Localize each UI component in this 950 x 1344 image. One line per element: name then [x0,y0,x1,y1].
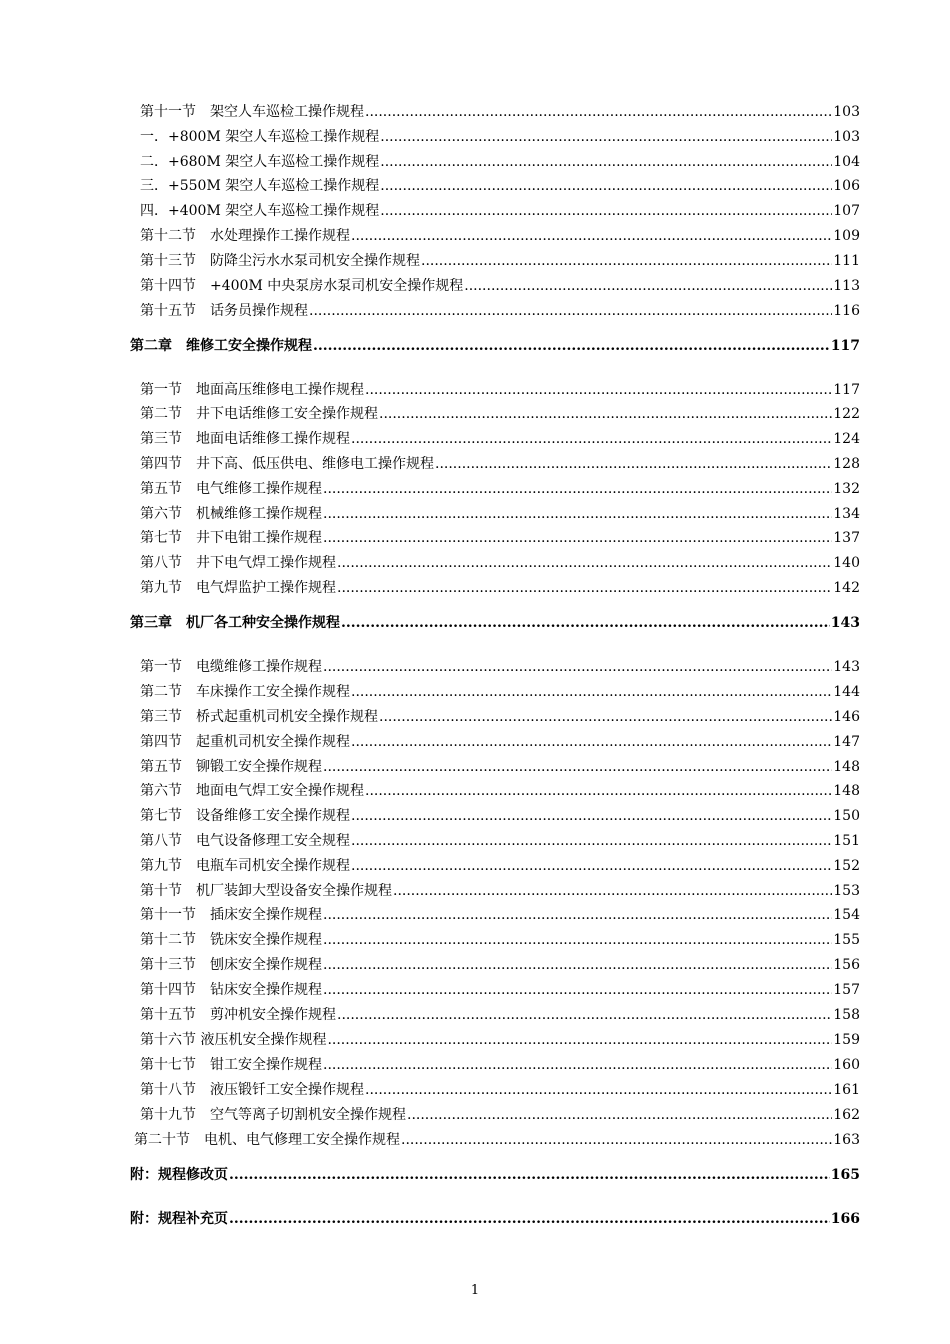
toc-entry-page: 143 [833,659,860,675]
toc-entry[interactable] [140,832,860,850]
toc-chapter-page: 143 [830,615,860,631]
toc-entry-page: 107 [833,203,860,219]
toc-leader [337,1006,832,1024]
toc-entry-label: 第二十节 电机、电气修理工安全操作规程 [134,1132,400,1148]
toc-entry-page: 151 [833,833,860,849]
toc-leader [351,683,832,701]
toc-leader [309,302,832,320]
toc-entry[interactable] [140,381,860,399]
toc-entry[interactable] [140,1106,860,1124]
toc-leader [464,277,832,295]
toc-entry-page: 148 [833,783,860,799]
toc-leader [323,529,832,547]
toc-entry-label: 第十一节 架空人车巡检工操作规程 [140,104,364,120]
toc-entry[interactable] [140,505,860,523]
toc-entry-label: 第五节 铆锻工安全操作规程 [140,759,322,775]
toc-entry-label: 第六节 地面电气焊工安全操作规程 [140,783,364,799]
toc-leader [393,882,832,900]
toc-leader [323,658,832,676]
toc-entry-label: 第十五节 话务员操作规程 [140,303,308,319]
toc-leader [435,455,832,473]
toc-entry-page: 161 [833,1082,860,1098]
toc-leader [313,337,830,355]
toc-entry-page: 134 [833,506,860,522]
toc-chapter[interactable] [130,337,860,355]
toc-entry-label: 一．+800M 架空人车巡检工操作规程 [140,129,380,145]
toc-entry[interactable] [140,708,860,726]
toc-entry[interactable] [140,177,860,195]
toc-chapter-label: 第三章 机厂各工种安全操作规程 [130,615,340,631]
toc-leader [380,177,832,195]
toc-leader [351,430,832,448]
toc-entry-label: 第十一节 插床安全操作规程 [140,907,322,923]
toc-leader [323,931,832,949]
toc-entry[interactable] [140,882,860,900]
toc-entry-page: 163 [833,1132,860,1148]
toc-entry-page: 113 [833,278,860,294]
toc-entry-label: 第一节 地面高压维修电工操作规程 [140,382,364,398]
toc-leader [379,405,832,423]
toc-entry[interactable] [140,103,860,121]
toc-leader [323,981,832,999]
toc-chapter[interactable] [130,614,860,632]
toc-leader [337,554,832,572]
toc-entry-label: 第六节 机械维修工操作规程 [140,506,322,522]
toc-appendix[interactable] [130,1210,860,1228]
toc-leader [365,103,832,121]
toc-entry-page: 122 [833,406,860,422]
toc-leader [351,227,832,245]
toc-leader [337,579,832,597]
toc-entry[interactable] [134,1131,860,1149]
toc-entry[interactable] [140,1056,860,1074]
toc-entry-label: 第七节 设备维修工安全操作规程 [140,808,350,824]
toc-entry-page: 146 [833,709,860,725]
toc-entry-page: 128 [833,456,860,472]
toc-entry-page: 103 [833,104,860,120]
toc-appendix-label: 附：规程修改页 [130,1167,228,1183]
toc-leader [365,381,832,399]
toc-entry[interactable] [140,202,860,220]
toc-leader [380,153,832,171]
toc-leader [421,252,832,270]
toc-leader [323,758,832,776]
toc-entry-page: 124 [833,431,860,447]
toc-entry[interactable] [140,455,860,473]
toc-entry[interactable] [140,1006,860,1024]
toc-entry-label: 第十四节 +400M 中央泵房水泵司机安全操作规程 [140,278,464,294]
toc-leader [380,202,832,220]
toc-entry[interactable] [140,758,860,776]
toc-entry-label: 第三节 桥式起重机司机安全操作规程 [140,709,378,725]
toc-leader [365,782,832,800]
toc-entry[interactable] [140,529,860,547]
toc-entry[interactable] [140,302,860,320]
toc-leader [351,832,832,850]
toc-leader [351,807,832,825]
toc-entry-label: 第八节 电气设备修理工安全规程 [140,833,350,849]
toc-entry-page: 132 [833,481,860,497]
toc-entry-page: 157 [833,982,860,998]
toc-leader [323,906,832,924]
toc-entry-label: 第十八节 液压锻钎工安全操作规程 [140,1082,364,1098]
toc-chapter-label: 第二章 维修工安全操作规程 [130,338,312,354]
toc-entry[interactable] [140,128,860,146]
page-number: 1 [470,1283,480,1298]
toc-entry[interactable] [140,733,860,751]
toc-entry-label: 第四节 井下高、低压供电、维修电工操作规程 [140,456,434,472]
toc-chapter-page: 117 [830,338,860,354]
toc-entry[interactable] [140,252,860,270]
toc-entry-page: 152 [833,858,860,874]
toc-entry[interactable] [140,931,860,949]
toc-entry-label: 第十六节 液压机安全操作规程 [140,1032,327,1048]
toc-entry-page: 148 [833,759,860,775]
toc-entry[interactable] [140,857,860,875]
toc-entry-page: 159 [833,1032,860,1048]
toc-entry-label: 第五节 电气维修工操作规程 [140,481,322,497]
toc-leader [379,708,832,726]
toc-appendix-page: 165 [830,1167,860,1183]
toc-leader [323,505,832,523]
toc-entry-label: 第一节 电缆维修工操作规程 [140,659,322,675]
toc-entry-page: 156 [833,957,860,973]
toc-entry-label: 第九节 电气焊监护工操作规程 [140,580,336,596]
toc-entry-label: 四．+400M 架空人车巡检工操作规程 [140,203,380,219]
toc-leader [380,128,832,146]
toc-entry-page: 154 [833,907,860,923]
toc-entry[interactable] [140,430,860,448]
toc-entry-page: 150 [833,808,860,824]
toc-entry-page: 142 [833,580,860,596]
toc-entry-label: 第十二节 水处理操作工操作规程 [140,228,350,244]
toc-entry-page: 160 [833,1057,860,1073]
toc-appendix-page: 166 [830,1211,860,1227]
toc-entry-page: 106 [833,178,860,194]
toc-leader [365,1081,832,1099]
toc-entry[interactable] [140,579,860,597]
toc-entry[interactable] [140,807,860,825]
toc-entry[interactable] [140,906,860,924]
toc-leader [401,1131,832,1149]
toc-entry-label: 第十三节 刨床安全操作规程 [140,957,322,973]
toc-leader [407,1106,832,1124]
toc-leader [323,1056,832,1074]
toc-entry[interactable] [140,277,860,295]
toc-entry[interactable] [140,683,860,701]
toc-entry-page: 116 [833,303,860,319]
toc-entry-page: 111 [833,253,860,269]
toc-entry-label: 第二节 井下电话维修工安全操作规程 [140,406,378,422]
toc-leader [323,956,832,974]
toc-entry[interactable] [140,554,860,572]
toc-appendix[interactable] [130,1166,860,1184]
toc-entry-label: 第十五节 剪冲机安全操作规程 [140,1007,336,1023]
toc-entry-page: 158 [833,1007,860,1023]
toc-entry-label: 二．+680M 架空人车巡检工操作规程 [140,154,380,170]
toc-appendix-label: 附：规程补充页 [130,1211,228,1227]
toc-leader [323,480,832,498]
toc-entry-label: 第四节 起重机司机安全操作规程 [140,734,350,750]
toc-entry[interactable] [140,1081,860,1099]
toc-entry[interactable] [140,480,860,498]
toc-leader [229,1166,830,1184]
toc-entry-page: 162 [833,1107,860,1123]
toc-entry-label: 第七节 井下电钳工操作规程 [140,530,322,546]
toc-entry[interactable] [140,981,860,999]
toc-leader [351,857,832,875]
toc-entry-label: 第二节 车床操作工安全操作规程 [140,684,350,700]
toc-entry-label: 第九节 电瓶车司机安全操作规程 [140,858,350,874]
toc-entry-page: 153 [833,883,860,899]
toc-entry-label: 第十二节 铣床安全操作规程 [140,932,322,948]
toc-entry-page: 147 [833,734,860,750]
toc-entry[interactable] [140,1031,860,1049]
toc-entry-page: 109 [833,228,860,244]
toc-leader [327,1031,832,1049]
toc-entry-label: 第八节 井下电气焊工操作规程 [140,555,336,571]
toc-entry-page: 144 [833,684,860,700]
toc-entry[interactable] [140,658,860,676]
toc-entry-page: 103 [833,129,860,145]
toc-leader [229,1210,830,1228]
toc-entry[interactable] [140,153,860,171]
toc-leader [351,733,832,751]
toc-entry-label: 第十三节 防降尘污水水泵司机安全操作规程 [140,253,420,269]
toc-entry-page: 137 [833,530,860,546]
toc-entry[interactable] [140,956,860,974]
toc-entry-label: 三．+550M 架空人车巡检工操作规程 [140,178,380,194]
toc-entry-label: 第十九节 空气等离子切割机安全操作规程 [140,1107,406,1123]
toc-entry[interactable] [140,227,860,245]
toc-entry-page: 104 [833,154,860,170]
toc-entry-page: 140 [833,555,860,571]
toc-entry[interactable] [140,782,860,800]
toc-entry-page: 117 [833,382,860,398]
toc-entry[interactable] [140,405,860,423]
toc-entry-label: 第十四节 钻床安全操作规程 [140,982,322,998]
toc-leader [341,614,830,632]
toc-entry-label: 第十七节 钳工安全操作规程 [140,1057,322,1073]
toc-entry-label: 第十节 机厂装卸大型设备安全操作规程 [140,883,392,899]
toc-entry-label: 第三节 地面电话维修工操作规程 [140,431,350,447]
toc-entry-page: 155 [833,932,860,948]
